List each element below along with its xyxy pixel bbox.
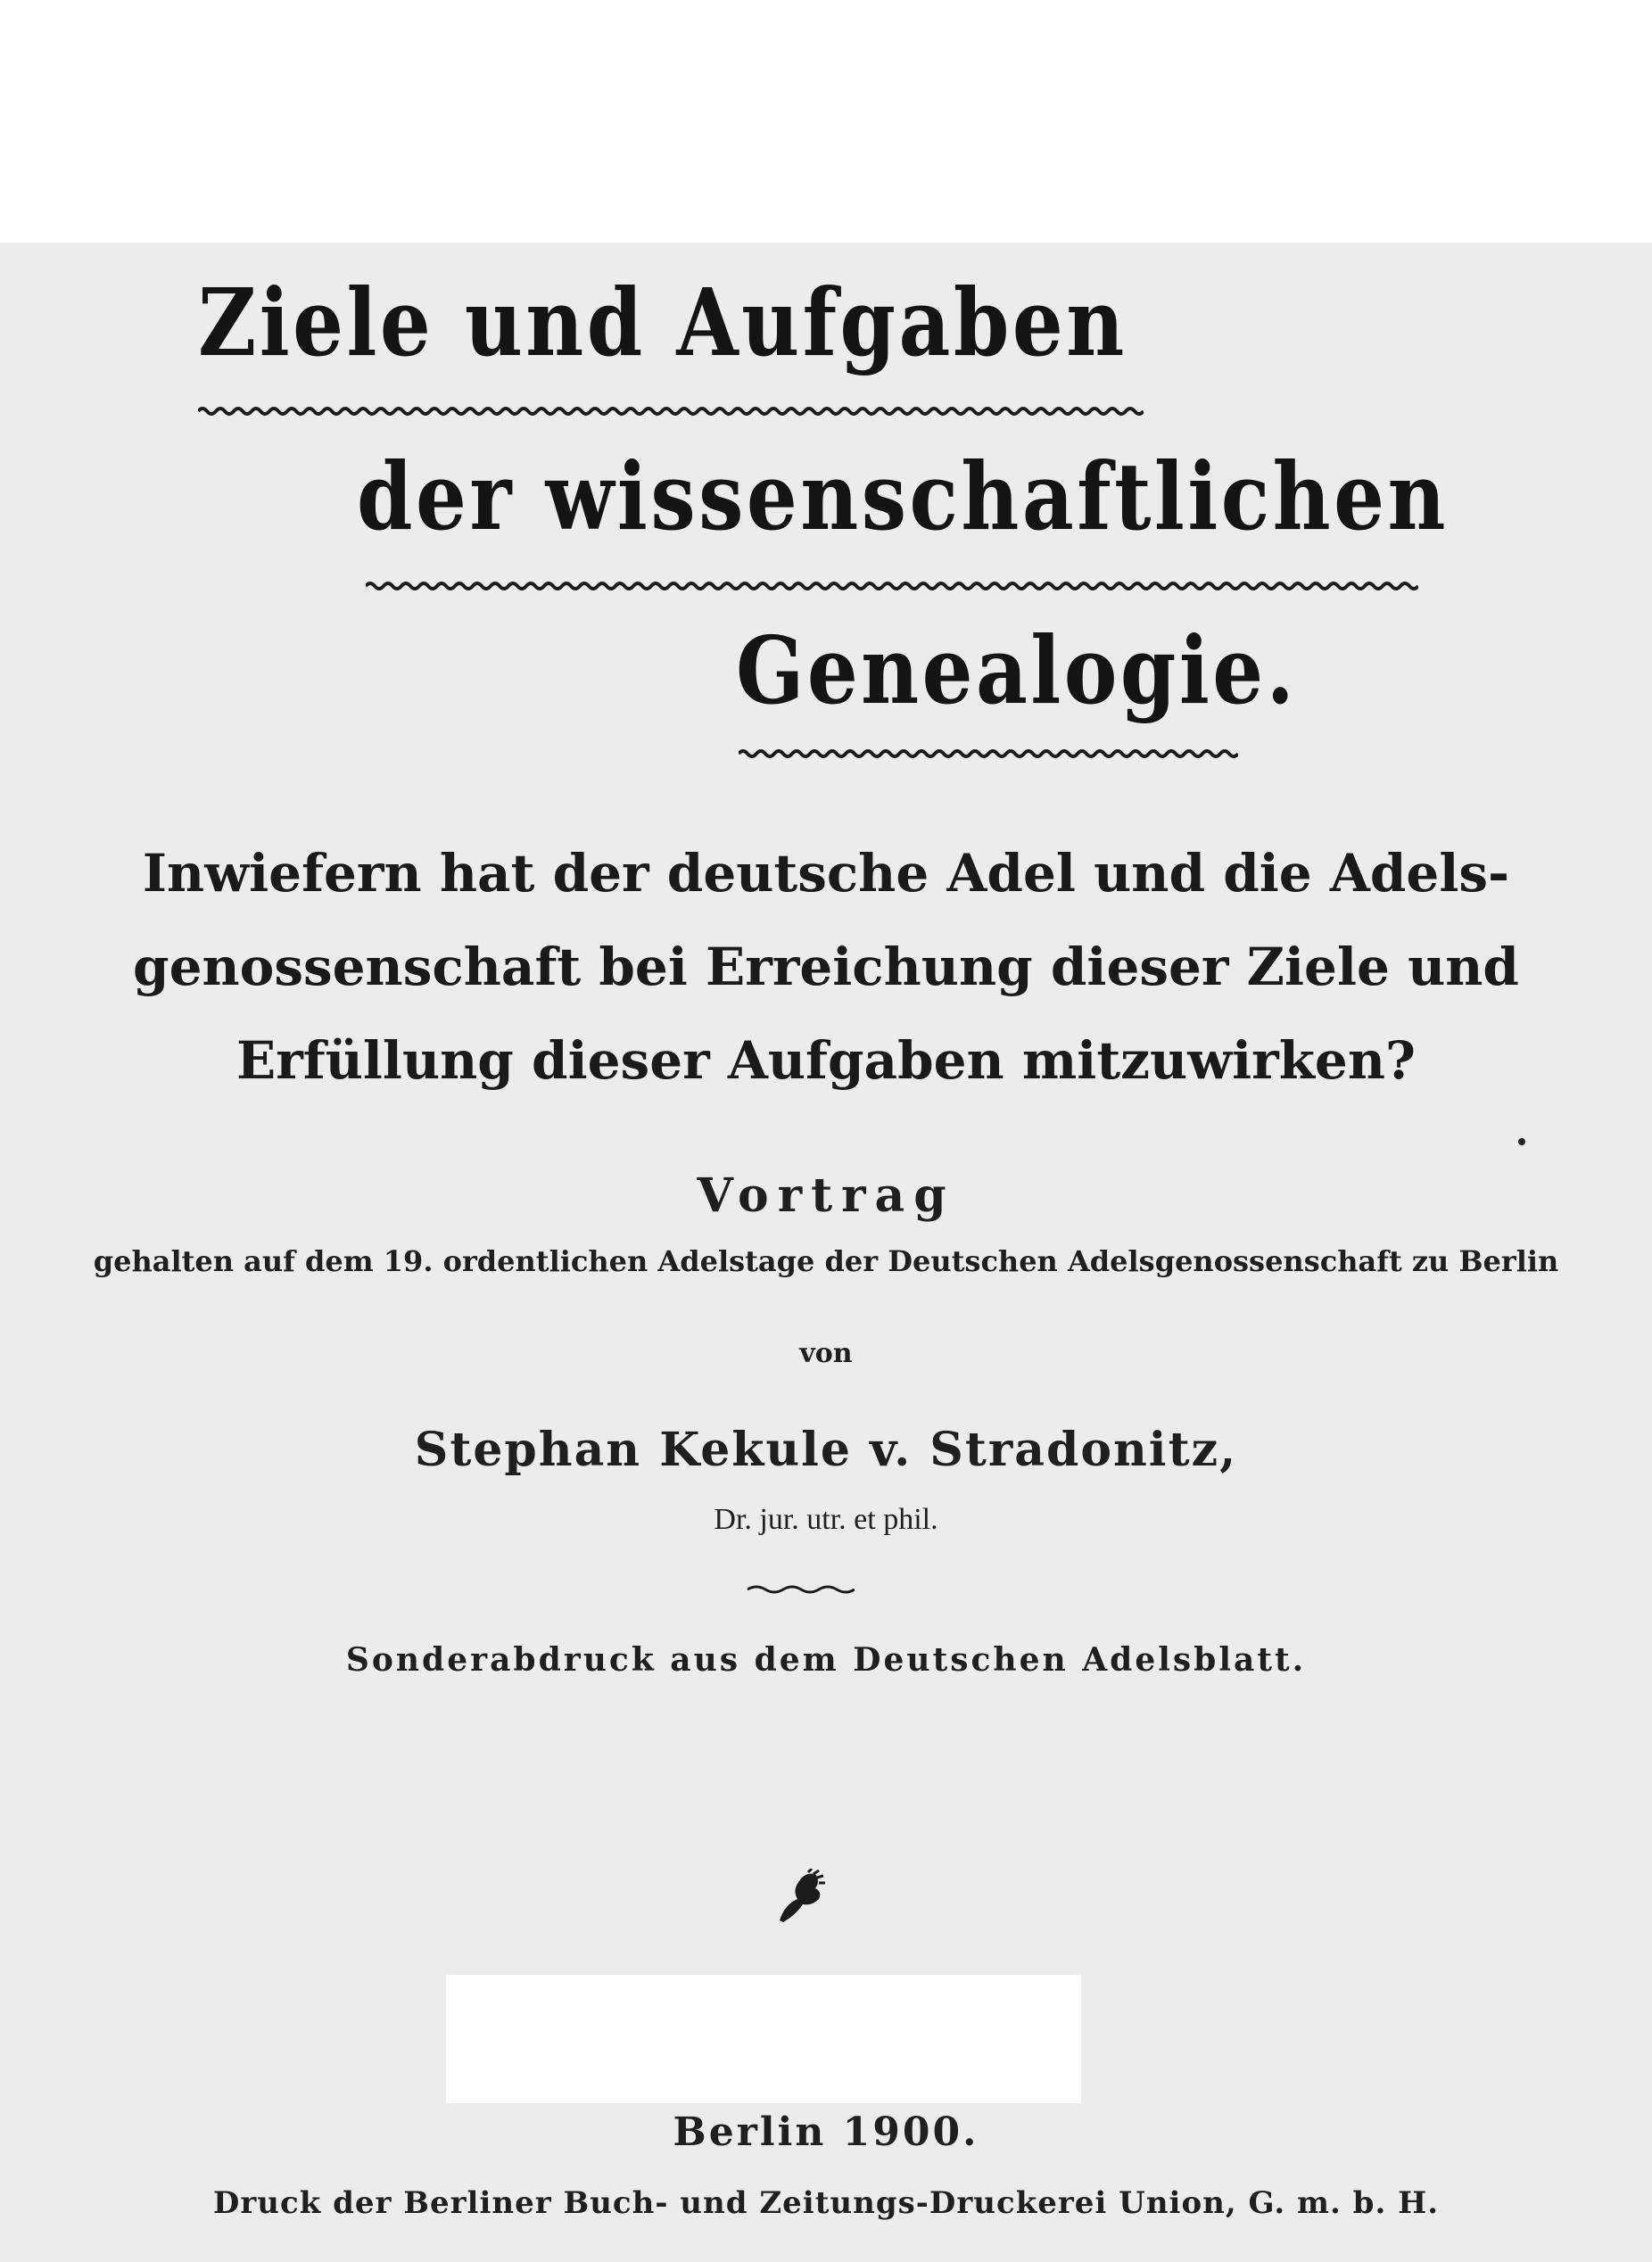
printer-flower-ornament-icon [772, 1869, 826, 1924]
ink-speck [1518, 1138, 1525, 1145]
imprint-place-year: Berlin 1900. [673, 2109, 979, 2155]
subtitle-line-2: genossenschaft bei Erreichung dieser Ziele und [133, 937, 1519, 997]
lecture-by: von [799, 1338, 853, 1369]
redaction-box [446, 1975, 1081, 2103]
lecture-label: Vortrag [697, 1168, 955, 1223]
title-underline-3 [739, 747, 1238, 760]
subtitle-line-1: Inwiefern hat der deutsche Adel und die Adels- [142, 843, 1510, 904]
title-underline-1 [198, 405, 1144, 417]
imprint-printer: Druck der Berliner Buch- und Zeitungs-Druckerei Union, G. m. b. H. [212, 2185, 1440, 2221]
author-name: Stephan Kekule v. Stradonitz, [414, 1423, 1238, 1477]
title-underline-2 [366, 580, 1418, 592]
divider-flourish [748, 1583, 855, 1596]
offprint-note: Sonderabdruck aus dem Deutschen Adelsblatt. [345, 1641, 1307, 1679]
author-degree: Dr. jur. utr. et phil. [714, 1503, 938, 1536]
top-margin [0, 0, 1652, 243]
title-line-2: der wissenschaftlichen [357, 442, 1449, 551]
lecture-occasion: gehalten auf dem 19. ordentlichen Adelstage der Deutschen Adelsgenossenschaft zu Berlin [93, 1244, 1559, 1278]
title-line-3: Genealogie. [736, 615, 1298, 725]
subtitle-line-3: Erfüllung dieser Aufgaben mitzuwirken? [236, 1030, 1416, 1091]
title-line-1: Ziele und Aufgaben [198, 268, 1127, 377]
